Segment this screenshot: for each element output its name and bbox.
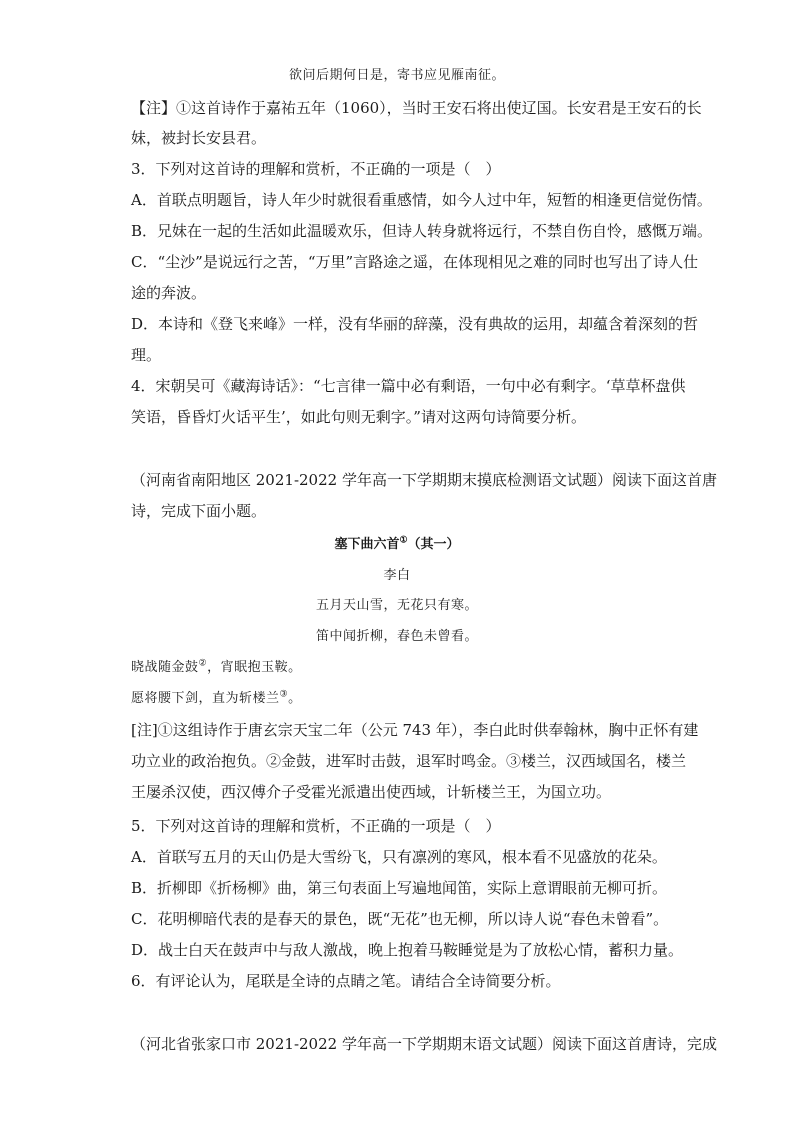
note-text: 【注】①这首诗作于嘉祐五年（1060），当时王安石将出使辽国。长安君是王安石的长 (131, 99, 702, 117)
question-6-stem: 6．有评论认为，尾联是全诗的点睛之笔。请结合全诗简要分析。 (131, 972, 561, 990)
section-intro: （河南省南阳地区 2021-2022 学年高一下学期期末摸底检测语文试题）阅读下面这首唐 (131, 471, 717, 489)
section-intro-cont: 诗，完成下面小题。 (131, 502, 267, 520)
question-5-option-a: A．首联写五月的天山仍是大雪纷飞，只有凛冽的寒风，根本看不见盛放的花朵。 (131, 848, 667, 866)
poem-author: 李白 (383, 568, 411, 583)
question-5-option-c: C．花明柳暗代表的是春天的景色，既“无花”也无柳，所以诗人说“春色未曾看”。 (131, 910, 669, 928)
note-text: 功立业的政治抱负。②金鼓，进军时击鼓，退军时鸣金。③楼兰，汉西域国名，楼兰 (131, 752, 687, 770)
question-3-stem: 3．下列对这首诗的理解和赏析，不正确的一项是（ ） (131, 160, 501, 178)
question-4-stem: 4．宋朝吴可《藏海诗话》：“七言律一篇中必有剩语，一句中必有剩字。‘草草杯盘供 (131, 377, 686, 395)
question-3-option-b: B．兄妹在一起的生活如此温暖欢乐，但诗人转身就将远行，不禁自伤自怜，感慨万端。 (131, 222, 713, 240)
section-intro: （河北省张家口市 2021-2022 学年高一下学期期末语文试题）阅读下面这首唐诗，完成 (131, 1035, 717, 1053)
poem-line: 愿将腰下剑，直为斩楼兰③。 (131, 689, 302, 706)
poem-line: 笛中闻折柳，春色未曾看。 (315, 629, 478, 644)
question-3-option-d: D．本诗和《登飞来峰》一样，没有华丽的辞藻，没有典故的运用，却蕴含着深刻的哲 (131, 315, 699, 333)
question-5-stem: 5．下列对这首诗的理解和赏析，不正确的一项是（ ） (131, 817, 501, 835)
note-text: 妹，被封长安县君。 (131, 129, 267, 147)
question-3-option-c: C．“尘沙”是说远行之苦，“万里”言路途之遥，在体现相见之难的同时也写出了诗人仕 (131, 253, 699, 271)
question-3-option-a: A．首联点明题旨，诗人年少时就很看重感情，如今人过中年，短暂的相逢更信觉伤情。 (131, 191, 712, 209)
question-3-option-c-cont: 途的奔波。 (131, 284, 207, 302)
question-5-option-b: B．折柳即《折杨柳》曲，第三句表面上写遍地闻笛，实际上意谓眼前无柳可折。 (131, 879, 668, 897)
note-text: [注]①这组诗作于唐玄宗天宝二年（公元 743 年），李白此时供奉翰林，胸中正怀有建 (131, 721, 699, 739)
poem-line: 五月天山雪，无花只有寒。 (315, 598, 478, 613)
poem-line: 欲问后期何日是，寄书应见雁南征。 (288, 68, 505, 83)
poem-title: 塞下曲六首①（其一） (334, 535, 460, 552)
question-5-option-d: D．战士白天在鼓声中与敌人激战，晚上抱着马鞍睡觉是为了放松心情，蓄积力量。 (131, 941, 684, 959)
poem-line: 晓战随金鼓②，宵眠抱玉鞍。 (131, 658, 302, 675)
question-3-option-d-cont: 理。 (131, 346, 162, 364)
question-4-stem-cont: 笑语，昏昏灯火话平生’，如此句则无剩字。”请对这两句诗简要分析。 (131, 408, 586, 426)
note-text: 王屡杀汉使，西汉傅介子受霍光派遣出使西域，计斩楼兰王，为国立功。 (131, 783, 612, 801)
